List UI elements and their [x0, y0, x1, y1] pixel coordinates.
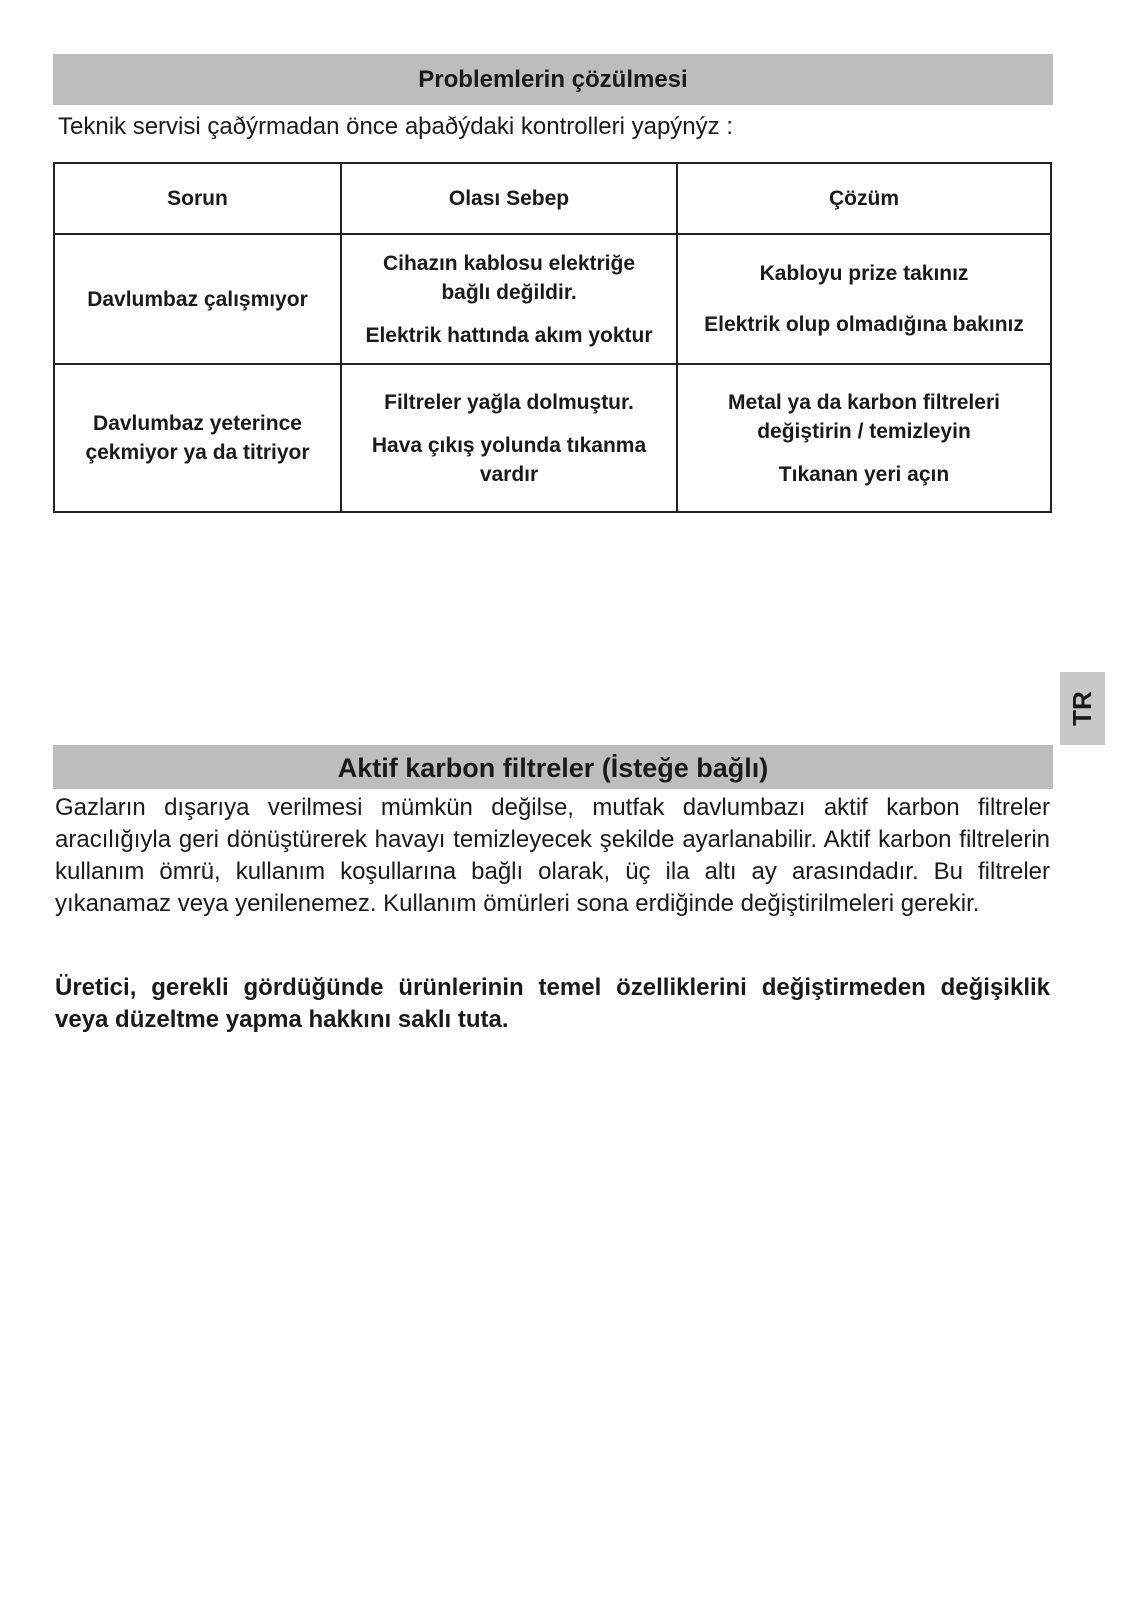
table-header-row	[54, 163, 1051, 234]
cause-text: Cihazın kablosu elektriğe bağlı değildir.	[382, 251, 636, 304]
intro-text: Teknik servisi çaðýrmadan önce aþaðýdaki kontrolleri yapýnýz :	[58, 113, 733, 140]
header-solution: Çözüm	[677, 163, 1051, 234]
solution-text: Kabloyu prize takınız	[759, 262, 969, 285]
cause-text: Hava çıkış yolunda tıkanma vardır	[371, 433, 647, 486]
cause-cell	[341, 364, 677, 512]
manufacturer-notice: Üretici, gerekli gördüğünde ürünlerinin temel özelliklerini değiştirmeden değişiklik veya düzeltme yapma hakkını saklı tuta.	[55, 974, 1050, 1033]
solution-text: Tıkanan yeri açın	[778, 462, 950, 486]
solution-text: Elektrik olup olmadığına bakınız	[704, 313, 1024, 336]
language-tab	[1060, 672, 1105, 745]
cause-text: Filtreler yağla dolmuştur.	[384, 390, 634, 414]
problem-text: Davlumbaz çalışmıyor	[87, 287, 308, 311]
cause-cell	[341, 234, 677, 364]
cause-text: Elektrik hattında akım yoktur	[365, 323, 653, 347]
header-problem: Sorun	[54, 163, 341, 234]
solution-cell	[677, 234, 1051, 364]
section-title-troubleshooting: Problemlerin çözülmesi	[53, 54, 1053, 105]
troubleshooting-table	[53, 162, 1052, 513]
section-title-carbon-filters: Aktif karbon filtreler (İsteğe bağlı)	[53, 745, 1053, 789]
solution-text: Metal ya da karbon filtreleri değiştirin / temizleyin	[728, 390, 1000, 443]
table-row	[54, 234, 1051, 364]
header-cause: Olası Sebep	[341, 163, 677, 234]
problem-text: Davlumbaz yeterince çekmiyor ya da titriyor	[85, 412, 310, 464]
problem-cell	[54, 234, 341, 364]
table-row	[54, 364, 1051, 512]
solution-cell	[677, 364, 1051, 512]
problem-cell	[54, 364, 341, 512]
language-tab-label: TR	[1066, 691, 1097, 726]
carbon-filter-paragraph: Gazların dışarıya verilmesi mümkün değilse, mutfak davlumbazı aktif karbon filtreler aracılığıyla geri dönüştürerek havayı temizleyecek şekilde ayarlanabilir. Aktif karbon filtrelerin kullanım ömrü, kullanım koşullarına bağlı olarak, üç ila altı ay arasındadır. Bu filtreler yıkanamaz veya yenilenemez. Kullanım ömürleri sona erdiğinde değiştirilmeleri gerekir.	[55, 794, 1050, 917]
